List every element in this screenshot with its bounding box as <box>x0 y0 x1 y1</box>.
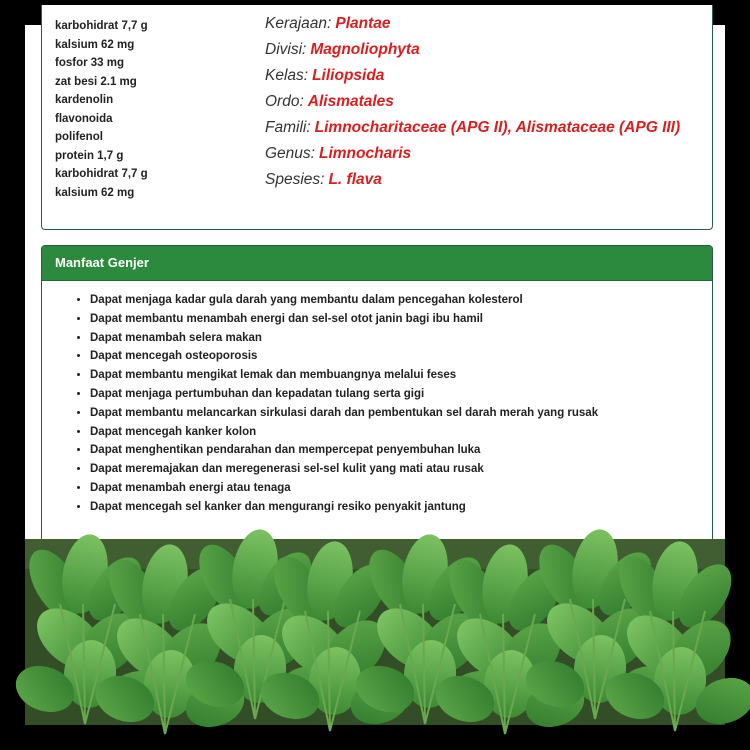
nutrient-list <box>55 17 148 202</box>
benefit-item: • Dapat mencegah sel kanker dan mengurangi resiko penyakit jantung <box>90 498 598 517</box>
taxonomy-row-divisi <box>265 37 680 63</box>
benefit-item: • Dapat mencegah kanker kolon <box>90 423 598 442</box>
benefit-item: • Dapat menambah selera makan <box>90 329 598 348</box>
nutrient-item: kalsium 62 mg <box>55 186 135 199</box>
benefit-item: • Dapat meremajakan dan meregenerasi sel-sel kulit yang mati atau rusak <box>90 460 598 479</box>
benefit-item: • Dapat mencegah osteoporosis <box>90 347 598 366</box>
benefits-header: Manfaat Genjer <box>42 246 712 281</box>
taxonomy-value[interactable]: Magnoliophyta <box>310 41 420 58</box>
info-panel <box>41 5 713 230</box>
taxonomy-row-ordo <box>265 89 680 115</box>
taxonomy-label: Spesies: <box>265 171 325 188</box>
content-canvas <box>25 15 725 725</box>
genjer-plant-photo <box>25 539 725 725</box>
nutrient-item: flavonoida <box>55 112 113 125</box>
nutrient-item: protein 1,7 g <box>55 149 124 162</box>
nutrient-item: polifenol <box>55 131 103 143</box>
taxonomy-label: Ordo: <box>265 93 304 110</box>
taxonomy-row-famili <box>265 115 680 141</box>
taxonomy-label: Divisi: <box>265 41 307 58</box>
benefits-list <box>42 291 598 517</box>
taxonomy-value[interactable]: Liliopsida <box>312 67 385 84</box>
nutrient-item: kalsium 62 mg <box>55 38 135 51</box>
nutrient-item: zat besi 2.1 mg <box>55 75 137 88</box>
benefit-item: • Dapat membantu menambah energi dan sel-sel otot janin bagi ibu hamil <box>90 310 598 329</box>
taxonomy-value[interactable]: Limnocharis <box>318 145 412 162</box>
taxonomy-value[interactable]: Alismatales <box>307 93 394 110</box>
benefit-item: • Dapat membantu mengikat lemak dan membuangnya melalui feses <box>90 366 598 385</box>
taxonomy-value[interactable]: L. flava <box>328 171 382 188</box>
benefit-item: • Dapat menambah energi atau tenaga <box>90 479 598 498</box>
benefits-panel <box>41 245 713 545</box>
benefit-item: • Dapat menjaga kadar gula darah yang membantu dalam pencegahan kolesterol <box>90 291 598 310</box>
nutrient-item: karbohidrat 7,7 g <box>55 168 148 180</box>
taxonomy-value[interactable]: Plantae <box>335 15 391 32</box>
benefit-item: • Dapat menjaga pertumbuhan dan kepadatan tulang serta gigi <box>90 385 598 404</box>
nutrient-item: kardenolin <box>55 94 114 106</box>
benefit-item: • Dapat membantu melancarkan sirkulasi darah dan pembentukan sel darah merah yang rusak <box>90 404 598 423</box>
taxonomy-list <box>265 11 680 193</box>
benefit-item: • Dapat menghentikan pendarahan dan mempercepat penyembuhan luka <box>90 441 598 460</box>
taxonomy-label: Kerajaan: <box>265 15 332 32</box>
nutrient-item: fosfor 33 mg <box>55 57 125 69</box>
taxonomy-label: Famili: <box>265 119 311 136</box>
taxonomy-row-genus <box>265 141 680 167</box>
taxonomy-row-kerajaan <box>265 11 680 37</box>
taxonomy-value[interactable]: Limnocharitaceae (APG II), Alismataceae (APG III) <box>314 119 681 136</box>
taxonomy-row-kelas <box>265 63 680 89</box>
taxonomy-label: Genus: <box>265 145 315 162</box>
taxonomy-row-spesies <box>265 167 680 193</box>
taxonomy-label: Kelas: <box>265 67 309 84</box>
nutrient-item: karbohidrat 7,7 g <box>55 20 148 32</box>
plant-leaves-illustration <box>25 539 725 725</box>
